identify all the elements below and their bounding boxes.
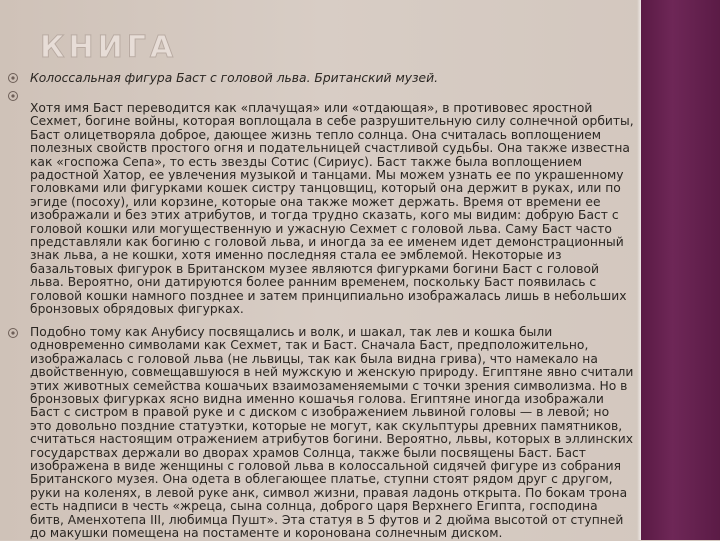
image-caption: Колоссальная фигура Баст с головой льва. Британский музей. xyxy=(30,71,439,85)
slide-title: КНИГА xyxy=(40,30,178,65)
ornament-bullet-icon xyxy=(7,72,19,84)
ornament-bullet-icon xyxy=(7,327,19,339)
body-paragraph-2: Подобно тому как Анубису посвящались и волк, и шакал, так лев и кошка были одновременно символами как Сехмет, так и Баст. Сначала Баст, предположительно, изображалась с головой льва (не львицы, так как была видна грива), что намекало на двойственную, совмещавшуюся в ней мужскую и женскую природу. Египтяне явно считали этих животных семейства кошачьих взаимозаменяемыми с точки зрения символизма. Но в бронзовых фигурках ясно видна именно кошачья голова. Египтяне иногда изображали Баст с систром в правой руке и с диском с изображением львиной головы — в левой; но это довольно поздние статуэтки, которые не могут, как скульптуры древних памятников, считаться настоящим отражением атрибутов богини. Вероятно, львы, которых в эллинских государствах держали во дворах храмов Солнца, также были посвящены Баст. Баст изображена в виде женщины с головой льва в колоссальной сидячей фигуре из собрания Британского музея. Она одета в облегающее платье, ступни стоят рядом друг с другом, руки на коленях, в левой руке анк, символ жизни, правая ладонь открыта. По бокам трона есть надписи в честь «жреца, сына солнца, доброго царя Верхнего Египта, господина битв, Аменхотепа III, любимца Пушт». Эта статуя в 5 футов и 2 дюйма высотой от ступней до макушки помещена на постаменте и коронована солнечным диском. xyxy=(30,325,634,541)
decorative-side-band xyxy=(641,0,720,540)
body-paragraph-1: Хотя имя Баст переводится как «плачущая» или «отдающая», в противовес яростной Сехмет, богине войны, которая воплощала в себе разрушительную силу солнечной орбиты, Баст олицетворяла доброе, дающее жизнь тепло солнца. Она считалась воплощением полезных свойств простого огня и подательницей счастливой судьбы. Она также известна как «госпожа Сепа», то есть звезды Сотис (Сириус). Баст также была воплощением радостной Хатор, ее увлечения музыкой и танцами. Мы можем узнать ее по украшенному головками или фигурками кошек систру танцовщиц, который она держит в руках, или по эгиде (посоху), или корзине, которые она также может держать. Время от времени ее изображали и без этих атрибутов, и тогда трудно сказать, кого мы видим: добрую Баст с головой кошки или могущественную и ужасную Сехмет с головой льва. Саму Баст часто представляли как богиню с головой льва, и иногда за ее именем идет демонстрационный знак льва, а не кошки, хотя именно последняя стала ее эмблемой. Некоторые из базальтовых фигурок в Британском музее являются фигурками богини Баст с головой льва. Вероятно, они датируются более ранним временем, поскольку Баст появилась с головой кошки намного позднее и затем принципиально изображалась лишь в небольших бронзовых обрядовых фигурках. xyxy=(30,101,634,317)
ornament-bullet-icon xyxy=(7,90,19,102)
